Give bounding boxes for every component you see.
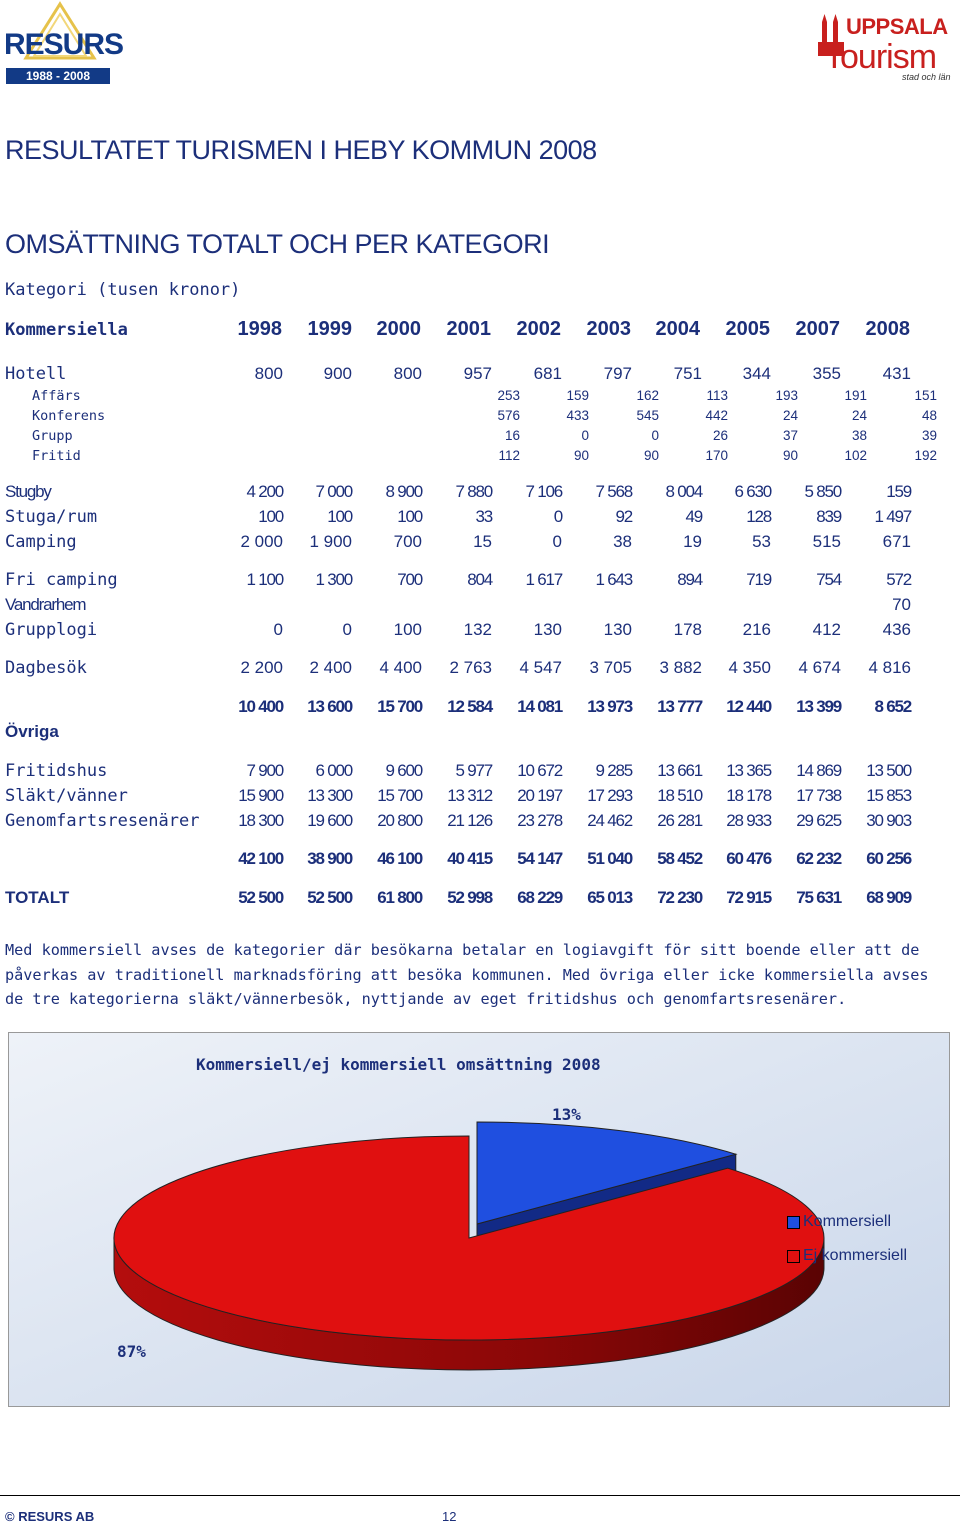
table-row-hotell-cell: 800	[254, 364, 283, 383]
table-row-totalt-label: TOTALT	[5, 888, 70, 907]
table-row-hotell-sub-cell: 576	[497, 408, 520, 423]
table-row-hotell-sub-cell: 0	[581, 428, 589, 443]
table-row-kommersiella-total-cell: 10 400	[238, 697, 283, 716]
table-row-hotell-sub-cell: 162	[636, 388, 659, 403]
table-row-cell: 436	[882, 620, 911, 639]
table-row-cell: 26 281	[657, 811, 702, 830]
table-row-totalt-cell: 52 500	[238, 888, 283, 907]
table-row-label: Fri camping	[5, 570, 118, 590]
table-row-hotell-sub-cell: 90	[573, 448, 589, 463]
table-row-totalt-cell: 52 998	[447, 888, 492, 907]
section-title: OMSÄTTNING TOTALT OCH PER KATEGORI	[5, 229, 550, 259]
table-row-ovriga-total-cell: 62 232	[796, 849, 841, 868]
table-row-hotell-sub-cell: 159	[566, 388, 589, 403]
table-row-cell: 18 178	[726, 786, 771, 805]
table-row-cell: 839	[816, 507, 841, 526]
table-row-hotell-cell: 900	[323, 364, 352, 383]
table-row-cell: 13 312	[447, 786, 492, 805]
table-row-hotell-sub-cell: 433	[566, 408, 589, 423]
legend-swatch-kommersiell	[787, 1216, 800, 1229]
table-row-hotell-sub-cell: 37	[782, 428, 798, 443]
table-row-hotell-sub-cell: 24	[782, 408, 798, 423]
table-row-totalt-cell: 72 230	[657, 888, 702, 907]
table-row-cell: 19 600	[307, 811, 352, 830]
table-row-cell: 15 853	[866, 786, 911, 805]
table-row-hotell-sub-cell: 90	[643, 448, 659, 463]
table-row-ovriga-total-cell: 54 147	[517, 849, 562, 868]
table-row-cell: 5 977	[455, 761, 492, 780]
table-row-cell: 21 126	[447, 811, 492, 830]
uppsala-tourism-logo	[818, 10, 956, 84]
table-row-totalt-cell: 61 800	[377, 888, 422, 907]
table-row-kommersiella-total-cell: 14 081	[517, 697, 562, 716]
table-row-kommersiella-total-cell: 15 700	[377, 697, 422, 716]
table-row-hotell-sub-cell: 191	[844, 388, 867, 403]
table-row-hotell-cell: 681	[533, 364, 562, 383]
table-row-ovriga-total-cell: 40 415	[447, 849, 492, 868]
table-row-cell: 754	[816, 570, 841, 589]
table-row-hotell-sub-cell: 151	[914, 388, 937, 403]
table-row-dagbesok-cell: 4 350	[728, 658, 771, 677]
table-header-cell: 2004	[655, 318, 700, 340]
table-row-dagbesok-cell: 3 705	[589, 658, 632, 677]
footer-page-number: 12	[442, 1509, 457, 1524]
table-header-cell: 2003	[586, 318, 631, 340]
table-row-totalt-cell: 68 229	[517, 888, 562, 907]
table-row-cell: 894	[677, 570, 702, 589]
page-title: RESULTATET TURISMEN I HEBY KOMMUN 2008	[5, 135, 597, 165]
table-row-cell: 700	[397, 570, 422, 589]
table-row-cell: 8 004	[665, 482, 702, 501]
table-row-hotell-sub-cell: 90	[782, 448, 798, 463]
table-row-cell: 15 700	[377, 786, 422, 805]
table-header-cell: 1998	[237, 318, 282, 340]
table-row-hotell-sub-cell: 253	[497, 388, 520, 403]
table-row-cell: 49	[685, 507, 702, 526]
table-row-cell: 100	[258, 507, 283, 526]
table-row-hotell	[0, 364, 960, 388]
table-row-hotell-sub-cell: 442	[705, 408, 728, 423]
table-row	[0, 786, 960, 810]
table-row-cell: 671	[882, 532, 911, 551]
table-row-cell: 178	[673, 620, 702, 639]
table-row-hotell-label: Hotell	[5, 364, 67, 384]
table-row-cell: 100	[397, 507, 422, 526]
table-row-hotell-sub-label: Grupp	[32, 428, 73, 444]
table-row-cell: 7 568	[595, 482, 632, 501]
table-row-hotell-sub-cell: 24	[851, 408, 867, 423]
table-row-cell: 719	[746, 570, 771, 589]
table-row-cell: 1 497	[874, 507, 911, 526]
table-row-hotell-cell: 344	[742, 364, 771, 383]
table-row-cell: 15	[473, 532, 492, 551]
table-row-cell: 13 365	[726, 761, 771, 780]
table-row-cell: 38	[613, 532, 632, 551]
table-row-hotell-sub-cell: 102	[844, 448, 867, 463]
table-row-ovriga-total-cell: 51 040	[587, 849, 632, 868]
table-row-cell: 70	[892, 595, 911, 614]
table-row-hotell-sub-cell: 26	[712, 428, 728, 443]
uppsala-logo-line1: UPPSALA	[846, 14, 948, 39]
table-row-cell: 13 500	[866, 761, 911, 780]
table-row-cell: 0	[553, 507, 562, 526]
table-row-hotell-cell: 800	[393, 364, 422, 383]
table-row-dagbesok-cell: 4 547	[519, 658, 562, 677]
table-row-totalt-cell: 65 013	[587, 888, 632, 907]
table-row-cell: 1 617	[525, 570, 562, 589]
table-row-hotell-sub-cell: 113	[706, 388, 728, 403]
table-row-dagbesok	[0, 658, 960, 682]
table-row-cell: 4 200	[246, 482, 283, 501]
table-row-label: Vandrarhem	[5, 595, 86, 614]
table-row-cell: 0	[342, 620, 352, 639]
table-row	[0, 532, 960, 556]
table-row	[0, 811, 960, 835]
table-row-hotell-sub-cell: 545	[636, 408, 659, 423]
table-row-ovriga-total-cell: 60 256	[866, 849, 911, 868]
table-row-kommersiella-total-cell: 13 399	[796, 697, 841, 716]
table-row-kommersiella-total-cell: 13 600	[307, 697, 352, 716]
table-row-cell: 515	[812, 532, 841, 551]
table-row-kommersiella-total-cell: 13 777	[657, 697, 702, 716]
table-row-cell: 804	[467, 570, 492, 589]
table-row-cell: 24 462	[587, 811, 632, 830]
table-row-cell: 572	[886, 570, 911, 589]
table-row-hotell-cell: 957	[463, 364, 492, 383]
table-row-dagbesok-cell: 2 763	[449, 658, 492, 677]
legend-label-ej-kommersiell: Ej kommersiell	[803, 1247, 908, 1264]
table-row-hotell-sub-label: Affärs	[32, 388, 81, 404]
table-row-ovriga-total-cell: 58 452	[657, 849, 702, 868]
table-row-cell: 30 903	[866, 811, 911, 830]
table-row-cell: 130	[533, 620, 562, 639]
resurs-logo-name: RESURS	[4, 28, 124, 61]
footer-divider	[0, 1495, 960, 1496]
table-row-cell: 92	[615, 507, 632, 526]
table-row-cell: 10 672	[517, 761, 562, 780]
table-header-cell: 2002	[516, 318, 561, 340]
table-row	[0, 570, 960, 594]
legend-label-kommersiell: Kommersiell	[803, 1213, 892, 1230]
table-row-label: Fritidshus	[5, 761, 108, 781]
table-row-cell: 0	[273, 620, 283, 639]
explanation-line: de tre kategorierna släkt/vännerbesök, nyttjande av eget fritidshus och genomfartsresenärer.	[5, 990, 847, 1008]
table-row-label: Släkt/vänner	[5, 786, 128, 806]
table-row-hotell-sub-cell: 48	[921, 408, 937, 423]
table-row-cell: 5 850	[804, 482, 841, 501]
table-row-cell: 6 630	[734, 482, 771, 501]
table-header-label: Kommersiella	[5, 320, 128, 340]
table-row-cell: 1 643	[595, 570, 632, 589]
table-row-cell: 28 933	[726, 811, 771, 830]
table-row-hotell-sub-cell: 38	[851, 428, 867, 443]
table-row-cell: 700	[393, 532, 422, 551]
table-row-hotell-sub-cell: 16	[504, 428, 520, 443]
table-header	[0, 320, 960, 344]
table-row	[0, 482, 960, 506]
table-row-cell: 15 900	[238, 786, 283, 805]
table-row-cell: 33	[475, 507, 492, 526]
table-row-hotell-sub-label: Konferens	[32, 408, 106, 424]
table-row-hotell-sub-cell: 39	[921, 428, 937, 443]
table-row-cell: 0	[552, 532, 562, 551]
table-row-dagbesok-cell: 2 400	[309, 658, 352, 677]
table-row-hotell-sub-cell: 112	[498, 448, 520, 463]
explanation-line: påverkas av traditionell marknadsföring att besöka kommunen. Med övriga eller icke kommersiella avses	[5, 965, 929, 984]
table-row-dagbesok-cell: 3 882	[659, 658, 702, 677]
table-header-cell: 2000	[376, 318, 421, 340]
table-row-dagbesok-cell: 2 200	[240, 658, 283, 677]
table-row-label: Camping	[5, 532, 77, 552]
table-row	[0, 620, 960, 644]
pie-chart	[8, 1032, 950, 1407]
table-row-cell: 17 293	[587, 786, 632, 805]
table-row-dagbesok-cell: 4 816	[868, 658, 911, 677]
table-header-cell: 2007	[795, 318, 840, 340]
table-row-kommersiella-total-cell: 12 440	[726, 697, 771, 716]
table-row-cell: 18 510	[657, 786, 702, 805]
table-header-cell: 2005	[725, 318, 770, 340]
table-row-cell: 13 661	[657, 761, 702, 780]
table-row-label: Grupplogi	[5, 620, 98, 640]
table-row-dagbesok-label: Dagbesök	[5, 658, 87, 678]
resurs-logo	[2, 0, 124, 86]
table-row	[0, 507, 960, 531]
table-row-kommersiella-total-cell: 13 973	[587, 697, 632, 716]
table-row-cell: 14 869	[796, 761, 841, 780]
table-row-hotell-cell: 431	[882, 364, 911, 383]
table-row-kommersiella-total-cell: 12 584	[447, 697, 492, 716]
table-row-cell: 132	[463, 620, 492, 639]
table-header-cell: 1999	[307, 318, 352, 340]
uppsala-logo-line2: Tourism	[824, 38, 937, 76]
table-row-ovriga-total-cell: 42 100	[238, 849, 283, 868]
table-row-totalt	[0, 888, 960, 912]
explanation-line: Med kommersiell avses de kategorier där besökarna betalar en logiavgift för sitt boende eller att de	[5, 941, 920, 959]
table-row-cell: 1 900	[309, 532, 352, 551]
table-row-hotell-cell: 797	[603, 364, 632, 383]
table-row-cell: 130	[603, 620, 632, 639]
table-row-totalt-cell: 52 500	[307, 888, 352, 907]
table-row-hotell-sub-label: Fritid	[32, 448, 81, 464]
table-row-kommersiella-total	[0, 697, 960, 721]
table-row-label: Genomfartsresenärer	[5, 811, 200, 831]
category-subtitle: Kategori (tusen kronor)	[5, 280, 241, 300]
table-row-cell: 23 278	[517, 811, 562, 830]
table-row-hotell-sub-cell: 170	[705, 448, 728, 463]
table-row-cell: 29 625	[796, 811, 841, 830]
table-row	[0, 595, 960, 619]
table-row-totalt-cell: 68 909	[866, 888, 911, 907]
slice-label-kommersiell: 13%	[552, 1105, 581, 1124]
table-row-cell: 1 300	[315, 570, 352, 589]
table-row-cell: 19	[683, 532, 702, 551]
table-row-cell: 7 900	[246, 761, 283, 780]
table-row-cell: 412	[812, 620, 841, 639]
table-row-ovriga-total-cell: 38 900	[307, 849, 352, 868]
table-row-cell: 2 000	[240, 532, 283, 551]
table-row	[0, 761, 960, 785]
table-header-cell: 2008	[865, 318, 910, 340]
uppsala-logo-tagline: stad och län	[902, 72, 951, 82]
table-row-hotell-cell: 751	[673, 364, 702, 383]
table-row-cell: 216	[742, 620, 771, 639]
table-row-cell: 18 300	[238, 811, 283, 830]
table-row-cell: 7 106	[525, 482, 562, 501]
table-row-cell: 8 900	[385, 482, 422, 501]
table-header-cell: 2001	[446, 318, 491, 340]
table-row-cell: 13 300	[307, 786, 352, 805]
slice-label-ej-kommersiell: 87%	[117, 1342, 146, 1361]
table-row-cell: 159	[886, 482, 911, 501]
table-row-ovriga-total-cell: 46 100	[377, 849, 422, 868]
table-row-cell: 100	[327, 507, 352, 526]
table-row-hotell-sub-cell: 0	[651, 428, 659, 443]
chart-title: Kommersiell/ej kommersiell omsättning 2008	[196, 1055, 601, 1074]
table-row-label: Stugby	[5, 482, 51, 501]
table-row-cell: 9 600	[385, 761, 422, 780]
table-row-ovriga-total-cell: 60 476	[726, 849, 771, 868]
table-row-label: Stuga/rum	[5, 507, 98, 527]
table-row-cell: 7 880	[455, 482, 492, 501]
table-row-totalt-cell: 75 631	[796, 888, 841, 907]
table-row-kommersiella-total-cell: 8 652	[874, 697, 911, 716]
table-row-cell: 7 000	[315, 482, 352, 501]
table-row-cell: 20 800	[377, 811, 422, 830]
table-row-cell: 1 100	[246, 570, 283, 589]
table-row-cell: 9 285	[595, 761, 632, 780]
table-row-totalt-cell: 72 915	[726, 888, 771, 907]
explanation-text	[5, 938, 929, 1012]
resurs-logo-years: 1988 - 2008	[6, 68, 110, 84]
table-row-cell: 53	[752, 532, 771, 551]
table-row-cell: 20 197	[517, 786, 562, 805]
table-row-hotell-sub-cell: 192	[914, 448, 937, 463]
table-row-dagbesok-cell: 4 400	[379, 658, 422, 677]
table-row-cell: 100	[393, 620, 422, 639]
table-row-cell: 17 738	[796, 786, 841, 805]
footer-company: © RESURS AB	[5, 1509, 95, 1524]
table-row-dagbesok-cell: 4 674	[798, 658, 841, 677]
ovriga-heading: Övriga	[5, 722, 59, 741]
table-row-hotell-sub-cell: 193	[775, 388, 798, 403]
legend-swatch-ej-kommersiell	[787, 1250, 800, 1263]
table-row-hotell-sub	[0, 448, 960, 472]
table-row-cell: 6 000	[315, 761, 352, 780]
table-row-cell: 128	[746, 507, 771, 526]
table-row-ovriga-total	[0, 849, 960, 873]
table-row-hotell-cell: 355	[812, 364, 841, 383]
